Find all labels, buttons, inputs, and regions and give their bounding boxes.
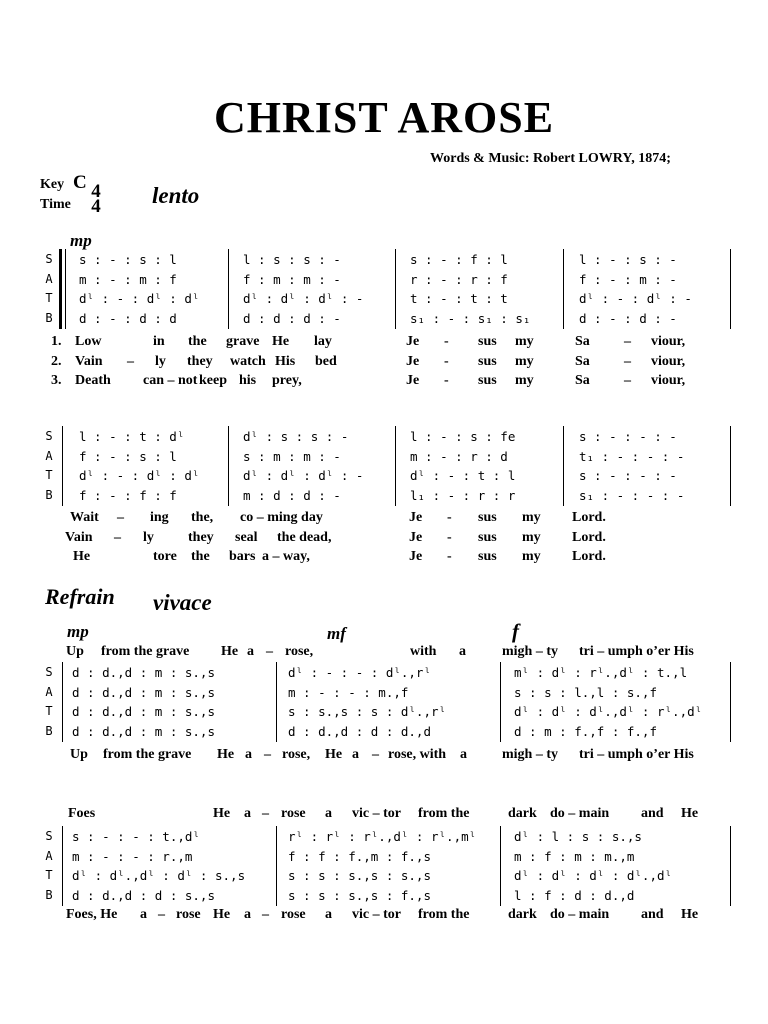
note-measure: l : f : d : d.,d	[514, 887, 635, 903]
measure-bar	[563, 249, 564, 329]
note-measure: d : - : d : -	[579, 310, 677, 326]
part-label-t: T	[45, 704, 53, 718]
lyric-syllable: they	[187, 354, 213, 369]
lyric-syllable: tri – umph o’er His	[579, 747, 694, 762]
lyric-syllable: –	[117, 510, 124, 525]
lyric-syllable: my	[515, 334, 534, 349]
lyric-syllable: Je	[409, 510, 423, 525]
lyric-syllable: Sa	[575, 373, 590, 388]
note-measure: dˡ : - : t : l	[410, 468, 516, 483]
lyric-syllable: the	[191, 549, 210, 564]
lyric-syllable: sus	[478, 373, 497, 388]
part-label-s: S	[45, 252, 53, 266]
lyric-syllable: –	[262, 806, 269, 821]
part-label-t: T	[45, 291, 53, 305]
dynamic-mp-refrain: mp	[67, 622, 89, 641]
part-label-a: A	[45, 848, 53, 863]
lyric-syllable: –	[372, 747, 379, 762]
lyric-syllable: He	[213, 806, 231, 821]
measure-bar	[276, 826, 277, 906]
note-measure: dˡ : - : dˡ : dˡ	[79, 468, 200, 483]
note-measure: dˡ : l : s : s.,s	[514, 829, 642, 844]
lyric-syllable: migh – ty	[502, 747, 558, 762]
lyric-syllable: from the grave	[103, 747, 192, 762]
lyric-syllable: bars	[229, 549, 256, 564]
note-measure: s : - : - : t.,dˡ	[72, 829, 200, 844]
start-bar-thick	[59, 249, 62, 329]
note-measure: f : - : m : -	[579, 271, 677, 287]
lyric-syllable: do – main	[550, 907, 610, 922]
lyric-syllable: -	[444, 354, 449, 369]
note-measure: s₁ : - : s₁ : s₁	[410, 310, 531, 326]
lyric-syllable: Up	[66, 644, 84, 659]
lyric-syllable: dark	[508, 806, 537, 821]
lyric-syllable: -	[447, 510, 452, 525]
part-label-b: B	[45, 310, 53, 325]
lyric-syllable: the	[188, 334, 207, 349]
note-measure: d : d.,d : m : s.,s	[72, 684, 215, 700]
start-bar	[62, 662, 63, 742]
note-measure: dˡ : dˡ : dˡ : -	[243, 291, 364, 306]
lyric-syllable: –	[262, 907, 269, 922]
start-bar-thin	[65, 249, 66, 329]
note-measure: f : - : s : l	[79, 448, 177, 464]
lyric-syllable: –	[624, 354, 631, 369]
lyric-syllable: in	[153, 334, 165, 349]
lyric-syllable: sus	[478, 530, 497, 545]
measure-bar	[730, 662, 731, 742]
lyric-syllable: –	[127, 354, 134, 369]
time-label: Time	[40, 197, 71, 212]
note-measure: m : - : r : d	[410, 448, 508, 464]
lyric-syllable: -	[447, 549, 452, 564]
note-measure: d : - : d : d	[79, 310, 177, 326]
part-label-a: A	[45, 448, 53, 463]
lyric-syllable: Vain	[75, 354, 103, 369]
lyric-syllable: my	[522, 510, 541, 525]
start-bar	[62, 826, 63, 906]
lyric-syllable: they	[188, 530, 214, 545]
note-measure: t₁ : - : - : -	[579, 448, 685, 464]
measure-bar	[500, 662, 501, 742]
lyric-syllable: sus	[478, 510, 497, 525]
part-label-t: T	[45, 468, 53, 482]
note-measure: dˡ : dˡ.,dˡ : dˡ : s.,s	[72, 868, 246, 883]
lyric-syllable: ing	[150, 510, 169, 525]
lyric-syllable: Low	[75, 334, 102, 349]
part-label-s: S	[45, 429, 53, 443]
lyric-syllable: He	[325, 747, 343, 762]
measure-bar	[395, 426, 396, 506]
page-title: CHRIST AROSE	[213, 93, 555, 142]
note-measure: mˡ : dˡ : rˡ.,dˡ : t.,l	[514, 665, 688, 680]
lyric-syllable: He	[217, 747, 235, 762]
note-measure: l : - : s : -	[579, 252, 677, 267]
note-measure: dˡ : - : - : dˡ.,rˡ	[288, 665, 431, 680]
lyric-syllable: –	[266, 644, 273, 659]
tempo-vivace: vivace	[153, 590, 212, 615]
measure-bar	[276, 662, 277, 742]
lyric-syllable: dark	[508, 907, 537, 922]
measure-bar	[730, 249, 731, 329]
dynamic-f: f	[512, 619, 519, 643]
note-measure: m : - : - : r.,m	[72, 848, 193, 864]
lyric-syllable: a – way,	[262, 549, 310, 564]
measure-bar	[563, 426, 564, 506]
note-measure: s : s : s.,s : f.,s	[288, 887, 431, 903]
lyric-syllable: Lord.	[572, 510, 606, 525]
lyric-syllable: Je	[409, 530, 423, 545]
lyric-syllable: a	[459, 644, 466, 659]
note-measure: s : m : m : -	[243, 448, 341, 464]
lyric-syllable: tri – umph o’er His	[579, 644, 694, 659]
lyric-syllable: Foes	[68, 806, 96, 821]
time-signature-bottom: 4	[91, 196, 101, 217]
note-measure: d : d.,d : m : s.,s	[72, 665, 215, 680]
lyric-syllable: Sa	[575, 334, 590, 349]
note-measure: dˡ : s : s : -	[243, 429, 349, 444]
lyric-syllable: from the grave	[101, 644, 190, 659]
note-measure: dˡ : dˡ : dˡ.,dˡ : rˡ.,dˡ	[514, 704, 703, 719]
dynamic-mf: mf	[327, 624, 346, 643]
lyric-syllable: -	[444, 334, 449, 349]
key-value: C	[73, 172, 87, 193]
lyric-syllable: –	[624, 334, 631, 349]
lyric-syllable: with	[410, 644, 437, 659]
note-measure: r : - : r : f	[410, 271, 508, 287]
time-signature-top: 4	[91, 181, 101, 202]
lyric-syllable: rose,	[282, 747, 311, 762]
lyric-syllable: –	[624, 373, 631, 388]
lyric-syllable: rose	[176, 907, 201, 922]
lyric-syllable: a	[325, 907, 332, 922]
lyric-syllable: Sa	[575, 354, 590, 369]
note-measure: d : m : f.,f : f.,f	[514, 723, 657, 739]
note-measure: d : d : d : -	[243, 310, 341, 326]
lyric-syllable: and	[641, 806, 664, 821]
lyric-syllable: He	[73, 549, 91, 564]
lyric-syllable: Je	[406, 373, 420, 388]
lyric-syllable: –	[264, 747, 271, 762]
lyric-syllable: –	[114, 530, 121, 545]
part-label-a: A	[45, 684, 53, 699]
lyric-syllable: ly	[143, 530, 154, 545]
note-measure: dˡ : - : dˡ : dˡ	[79, 291, 200, 306]
lyric-syllable: Je	[406, 354, 420, 369]
lyric-syllable: bed	[315, 354, 337, 369]
note-measure: s : - : s : l	[79, 252, 177, 267]
note-measure: dˡ : dˡ : dˡ : -	[243, 468, 364, 483]
lyric-syllable: Up	[70, 747, 88, 762]
lyric-syllable: and	[641, 907, 664, 922]
note-measure: l : s : s : -	[243, 252, 341, 267]
note-measure: t : - : t : t	[410, 291, 508, 306]
lyric-syllable: sus	[478, 354, 497, 369]
note-measure: rˡ : rˡ : rˡ.,dˡ : rˡ.,mˡ	[288, 829, 477, 844]
lyric-syllable: my	[522, 549, 541, 564]
note-measure: d : d.,d : m : s.,s	[72, 704, 215, 719]
lyric-syllable: sus	[478, 549, 497, 564]
note-measure: m : d : d : -	[243, 487, 341, 503]
measure-bar	[228, 426, 229, 506]
note-measure: s : s : l.,l : s.,f	[514, 684, 657, 700]
lyric-syllable: vic – tor	[352, 907, 401, 922]
note-measure: dˡ : dˡ : dˡ : dˡ.,dˡ	[514, 868, 673, 883]
lyric-syllable: seal	[235, 530, 258, 545]
lyric-syllable: Death	[75, 373, 111, 388]
lyric-syllable: watch	[230, 354, 266, 369]
lyric-syllable: his	[239, 373, 257, 388]
note-measure: dˡ : - : dˡ : -	[579, 291, 692, 306]
lyric-syllable: Lord.	[572, 549, 606, 564]
lyric-syllable: Foes, He	[66, 907, 118, 922]
lyric-syllable: my	[515, 373, 534, 388]
part-label-b: B	[45, 887, 53, 902]
note-measure: d : d.,d : m : s.,s	[72, 723, 215, 739]
lyric-syllable: viour,	[651, 354, 686, 369]
measure-bar	[395, 249, 396, 329]
lyric-syllable: a	[245, 747, 252, 762]
lyric-syllable: 3.	[51, 373, 62, 388]
note-measure: l₁ : - : r : r	[410, 487, 516, 503]
note-measure: m : - : m : f	[79, 271, 177, 287]
part-label-s: S	[45, 665, 53, 679]
lyric-syllable: rose	[281, 806, 306, 821]
lyric-syllable: co – ming day	[240, 510, 323, 525]
tempo-lento: lento	[152, 183, 200, 208]
dynamic-mp: mp	[70, 231, 92, 250]
note-measure: s : s.,s : s : dˡ.,rˡ	[288, 704, 447, 719]
lyric-syllable: a	[325, 806, 332, 821]
lyric-syllable: from the	[418, 806, 470, 821]
lyric-syllable: He	[272, 334, 290, 349]
measure-bar	[730, 426, 731, 506]
lyric-syllable: a	[244, 907, 251, 922]
lyric-syllable: prey,	[272, 373, 302, 388]
lyric-syllable: –	[158, 907, 165, 922]
key-label: Key	[40, 177, 65, 192]
lyric-syllable: He	[681, 907, 699, 922]
part-label-t: T	[45, 868, 53, 882]
time-signature	[88, 181, 104, 217]
part-label-s: S	[45, 829, 53, 843]
lyric-syllable: viour,	[651, 373, 686, 388]
lyric-syllable: ly	[155, 354, 166, 369]
measure-bar	[730, 826, 731, 906]
note-measure: s : s : s.,s : s.,s	[288, 868, 431, 883]
refrain-label: Refrain	[45, 584, 115, 609]
note-measure: m : - : - : m.,f	[288, 684, 409, 700]
lyric-syllable: -	[444, 373, 449, 388]
lyric-syllable: rose, with	[388, 747, 447, 762]
lyric-syllable: Je	[409, 549, 423, 564]
lyric-syllable: tore	[153, 549, 177, 564]
lyric-syllable: Vain	[65, 530, 93, 545]
lyric-syllable: He	[213, 907, 231, 922]
measure-bar	[500, 826, 501, 906]
lyric-syllable: a	[460, 747, 467, 762]
lyric-syllable: He	[221, 644, 239, 659]
lyric-syllable: viour,	[651, 334, 686, 349]
note-measure: f : - : f : f	[79, 487, 177, 503]
lyric-syllable: -	[447, 530, 452, 545]
lyric-syllable: a	[140, 907, 147, 922]
lyric-syllable: Je	[406, 334, 420, 349]
lyric-syllable: sus	[478, 334, 497, 349]
lyric-syllable: do – main	[550, 806, 610, 821]
lyric-syllable: rose	[281, 907, 306, 922]
measure-bar	[228, 249, 229, 329]
lyric-syllable: can – not	[143, 373, 198, 388]
lyric-syllable: the dead,	[277, 530, 332, 545]
start-bar	[62, 426, 63, 506]
lyric-syllable: His	[275, 354, 296, 369]
note-measure: f : f : f.,m : f.,s	[288, 848, 431, 864]
lyric-syllable: vic – tor	[352, 806, 401, 821]
lyric-syllable: He	[681, 806, 699, 821]
part-label-b: B	[45, 723, 53, 738]
note-measure: d : d.,d : d : d.,d	[288, 723, 431, 739]
lyric-syllable: a	[352, 747, 359, 762]
lyric-syllable: lay	[314, 334, 332, 349]
lyric-syllable: Lord.	[572, 530, 606, 545]
note-measure: s : - : f : l	[410, 252, 508, 267]
part-label-b: B	[45, 487, 53, 502]
lyric-syllable: a	[244, 806, 251, 821]
lyric-syllable: Wait	[70, 510, 99, 525]
lyric-syllable: grave	[226, 334, 260, 349]
lyric-syllable: rose,	[285, 644, 314, 659]
note-measure: m : f : m : m.,m	[514, 848, 635, 864]
note-measure: l : - : s : fe	[410, 429, 516, 444]
note-measure: l : - : t : dˡ	[79, 429, 185, 444]
note-measure: f : m : m : -	[243, 271, 341, 287]
note-measure: d : d.,d : d : s.,s	[72, 887, 215, 903]
note-measure: s₁ : - : - : -	[579, 487, 685, 503]
note-measure: s : - : - : -	[579, 468, 677, 483]
lyric-syllable: from the	[418, 907, 470, 922]
lyric-syllable: a	[247, 644, 254, 659]
lyric-syllable: my	[522, 530, 541, 545]
lyric-syllable: the,	[191, 510, 214, 525]
lyric-syllable: my	[515, 354, 534, 369]
lyric-syllable: 1.	[51, 334, 62, 349]
credit-line: Words & Music: Robert LOWRY, 1874;	[430, 151, 671, 166]
lyric-syllable: migh – ty	[502, 644, 558, 659]
lyric-syllable: keep	[199, 373, 227, 388]
note-measure: s : - : - : -	[579, 429, 677, 444]
part-label-a: A	[45, 271, 53, 286]
lyric-syllable: 2.	[51, 354, 62, 369]
